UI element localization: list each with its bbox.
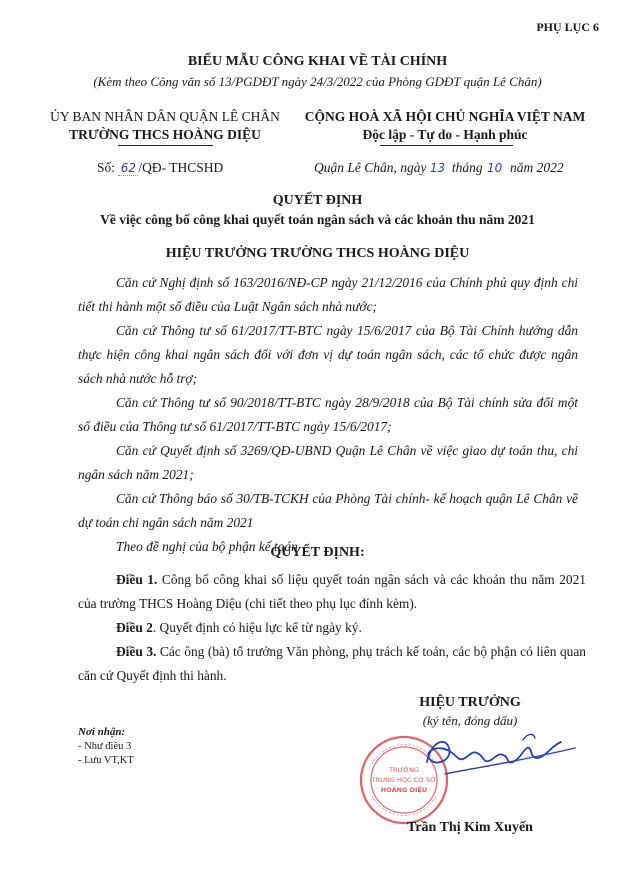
- article-text: Các ông (bà) tổ trưởng Văn phòng, phụ trách kế toán, các bộ phận có liên quan căn cứ Quyết định thi hành.: [78, 644, 586, 683]
- signer-name: Trần Thị Kim Xuyến: [407, 820, 533, 835]
- basis-item: Căn cứ Quyết định số 3269/QĐ-UBND Quận Lê Chân về việc giao dự toán thu, chi ngân sách năm 2021;: [78, 443, 578, 482]
- decision-title: QUYẾT ĐỊNH: [272, 193, 363, 208]
- form-title: BIỂU MẪU CÔNG KHAI VỀ TÀI CHÍNH: [187, 54, 448, 69]
- article-3: [78, 640, 586, 688]
- svg-text:TRUNG HỌC CƠ SỞ: TRUNG HỌC CƠ SỞ: [371, 776, 437, 784]
- signer-role: HIỆU TRƯỞNG: [419, 695, 521, 710]
- legal-bases: [78, 271, 578, 559]
- decision-authority: HIỆU TRƯỞNG TRƯỜNG THCS HOÀNG DIỆU: [165, 246, 470, 261]
- article-text: Công bố công khai số liệu quyết toán ngân sách và các khoản thu năm 2021 của trường THCS Hoàng Diệu (chi tiết theo phụ lục đính kèm).: [78, 572, 586, 611]
- article-label: Điều 1.: [116, 572, 158, 587]
- number-suffix: /QĐ- THCSHD: [138, 160, 224, 175]
- handwritten-signature: [405, 722, 585, 792]
- svg-text:HOÀNG DIỆU: HOÀNG DIỆU: [380, 786, 428, 794]
- country-name: CỘNG HOÀ XÃ HỘI CHỦ NGHĨA VIỆT NAM: [304, 109, 586, 124]
- issuing-authority: ỦY BAN NHÂN DÂN QUẬN LÊ CHÂN: [50, 109, 280, 124]
- basis-item: Căn cứ Nghị định số 163/2016/NĐ-CP ngày 21/12/2016 của Chính phủ quy định chi tiết thi hành một số điều của Luật Ngân sách nhà nước;: [78, 275, 578, 314]
- decision-number: [97, 160, 223, 176]
- motto-underline: [380, 145, 513, 146]
- recipient-item: - Như điều 3: [78, 741, 132, 752]
- article-label: Điều 3.: [116, 644, 157, 659]
- date-place: Quận Lê Chân, ngày: [314, 160, 427, 175]
- national-motto: Độc lập - Tự do - Hạnh phúc: [362, 127, 528, 142]
- article-text: . Quyết định có hiệu lực kể từ ngày ký.: [152, 620, 362, 635]
- basis-item: Theo đề nghị của bộ phận kế toán: [116, 539, 298, 554]
- date-month: 10: [487, 161, 503, 175]
- decision-subject: Về việc công bố công khai quyết toán ngân sách và các khoản thu năm 2021: [100, 212, 535, 227]
- svg-text:TRƯỜNG: TRƯỜNG: [389, 766, 419, 774]
- basis-item: Căn cứ Thông tư số 90/2018/TT-BTC ngày 28/9/2018 của Bộ Tài chính sửa đổi một số điều của Thông tư số 61/2017/TT-BTC ngày 15/6/2017;: [78, 395, 578, 434]
- issue-date: [314, 160, 564, 176]
- school-name: TRƯỜNG THCS HOÀNG DIỆU: [69, 127, 261, 142]
- form-subtitle: (Kèm theo Công văn số 13/PGDĐT ngày 24/3/2022 của Phòng GDĐT quận Lê Chân): [93, 74, 542, 89]
- date-day: 13: [429, 161, 446, 175]
- recipient-item: - Lưu VT,KT: [78, 755, 134, 766]
- basis-item: Căn cứ Thông báo số 30/TB-TCKH của Phòng Tài chính- kế hoạch quận Lê Chân về dự toán chi ngân sách năm 2021: [78, 491, 578, 530]
- school-name-underline: [118, 145, 213, 146]
- decides-title: QUYẾT ĐỊNH:: [270, 545, 365, 560]
- article-label: Điều 2: [116, 620, 153, 635]
- article-1: [78, 568, 586, 616]
- date-month-label: tháng: [451, 160, 483, 175]
- signature-note: (ký tên, đóng dấu): [422, 713, 518, 728]
- articles: [78, 568, 586, 688]
- basis-item: Căn cứ Thông tư số 61/2017/TT-BTC ngày 15/6/2017 của Bộ Tài Chính hướng dẫn thực hiện công khai ngân sách đối với đơn vị dự toán ngân sách, các tổ chức được ngân sách nhà nước hỗ trợ;: [78, 323, 578, 386]
- recipients-title: Nơi nhận:: [78, 726, 126, 738]
- date-year: năm 2022: [510, 160, 564, 175]
- number-handwritten: 62: [118, 161, 138, 176]
- article-2: [78, 616, 586, 640]
- number-prefix: Số:: [97, 160, 116, 175]
- appendix-label: PHỤ LỤC 6: [536, 20, 599, 34]
